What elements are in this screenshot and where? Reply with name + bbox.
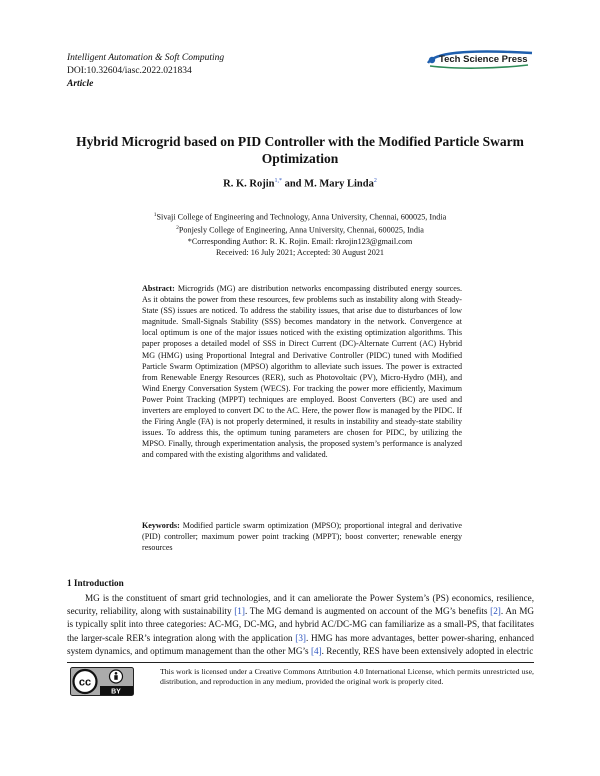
abstract-text: Microgrids (MG) are distribution networks encompassing distributed energy sources. As it obtains the power from these resources, few problems such as instability along with Steady-State (SS) issues are noticed. To address the stability issues, that arise due to disturbances of low magnitude. Small-Signals Stability (SSS) becomes mandatory in the network. Convergence at local optimum is one of the major issues noticed with the existing optimization algorithms. This paper proposes a detailed model of SSS in Direct Current (DC)-Alternate Current (AC) Hybrid MG (HMG) using Proportional Integral and Derivative Controller (PIDC) tuned with Modified Particle Swarm Optimization (MPSO) algorithm to alleviate such issues. The power is extracted from Renewable Energy Resources (RER), such as Photovoltaic (PV), Micro-Hydro (MH), and Wind Energy Conversation System (WECS). For tracking the power more efficiently, Maximum Power Point Tracking (MPPT) techniques are employed. Boost Converters (BC) are used and inverters are employed to convert DC to the AC. Here, the power flow is managed by the PIDC. If the Firing Angle (FA) is not properly determined, it results in instability and steady-state stability issues. To address this, the optimum tuning parameters are chosen for PIDC, by utilizing the MPSO. Finally, through experimentation analysis, the proposed system’s performance is analyzed and compared with the existing algorithms and validated. <box>142 284 462 460</box>
paper-title: Hybrid Microgrid based on PID Controller with the Modified Particle Swarm Optimization <box>76 134 524 166</box>
affiliation-1-marker: 1 <box>153 212 157 218</box>
cc-badge-text: cc <box>78 676 92 689</box>
author-separator: and <box>281 178 305 190</box>
received-dates: Received: 16 July 2021; Accepted: 30 August 2021 <box>215 248 385 258</box>
intro-text-3: . An MG is typically split into three categories: AC-MG, DC-MG, and hybrid AC/DC-MG can familiarize as a small-PS, that facilitates the larger-scale RER’s integration along with the application <box>67 606 535 643</box>
author-2: M. Mary Linda <box>304 178 374 190</box>
affiliation-1-text: Sivaji College of Engineering and Technology, Anna University, Chennai, 600025, India <box>156 212 447 222</box>
affiliation-2-marker: 2 <box>176 224 179 231</box>
intro-text-5: . Recently, RES have been extensively adopted in electric <box>321 645 534 656</box>
intro-text-1: MG is the constituent of smart grid technologies, and it can ameliorate the Power System’s (PS) economics, resilience, security, reliability, along with sustainability <box>67 593 534 617</box>
keywords-text: Modified particle swarm optimization (MPSO); proportional integral and derivative (PID) controller; maximum power point tracking (MPPT); boost converter; renewable energy resources <box>142 521 462 553</box>
affiliation-2 <box>60 223 540 236</box>
citation-link[interactable]: [2] <box>490 606 501 617</box>
journal-header <box>67 52 224 91</box>
abstract <box>142 283 462 461</box>
abstract-label: Abstract: <box>142 284 175 293</box>
affiliation-2-text: Ponjesly College of Engineering, Anna University, Chennai, 600025, India <box>178 225 424 235</box>
introduction-paragraph <box>67 592 534 658</box>
license-text: This work is licensed under a Creative Commons Attribution 4.0 International License, which permits unrestricted use, distribution, and reproduction in any medium, provided the original work is properly cited. <box>160 667 534 687</box>
article-type: Article <box>67 79 94 89</box>
citation-link[interactable]: [1] <box>234 606 245 617</box>
keywords <box>142 520 462 553</box>
author-1: R. K. Rojin <box>223 178 275 190</box>
section-heading: 1 Introduction <box>67 578 124 588</box>
intro-text-4: . HMG has more advantages, better power-sharing, enhanced system dynamics, and optimum management than the other MG’s <box>67 632 534 656</box>
cc-by-license-icon[interactable] <box>70 667 134 696</box>
author-line <box>60 178 540 190</box>
affiliation-1 <box>60 210 540 223</box>
doi[interactable]: DOI:10.32604/iasc.2022.021834 <box>67 66 192 76</box>
publisher-logo <box>424 49 536 71</box>
publisher-name: Tech Science Press <box>439 54 528 65</box>
by-badge-text: BY <box>111 688 121 696</box>
corresponding-author: *Corresponding Author: R. K. Rojin. Email: rkrojin123@gmail.com <box>187 236 413 246</box>
intro-text-2: . The MG demand is augmented on account of the MG’s benefits <box>244 606 491 617</box>
affiliations <box>60 210 540 258</box>
citation-link[interactable]: [4] <box>310 645 322 656</box>
journal-name: Intelligent Automation & Soft Computing <box>67 53 225 63</box>
license-divider <box>67 662 534 663</box>
author-2-marker[interactable]: 2 <box>373 178 377 184</box>
author-1-marker[interactable]: 1,* <box>274 178 282 184</box>
keywords-label: Keywords: <box>142 521 180 530</box>
citation-link[interactable]: [3] <box>295 632 306 643</box>
